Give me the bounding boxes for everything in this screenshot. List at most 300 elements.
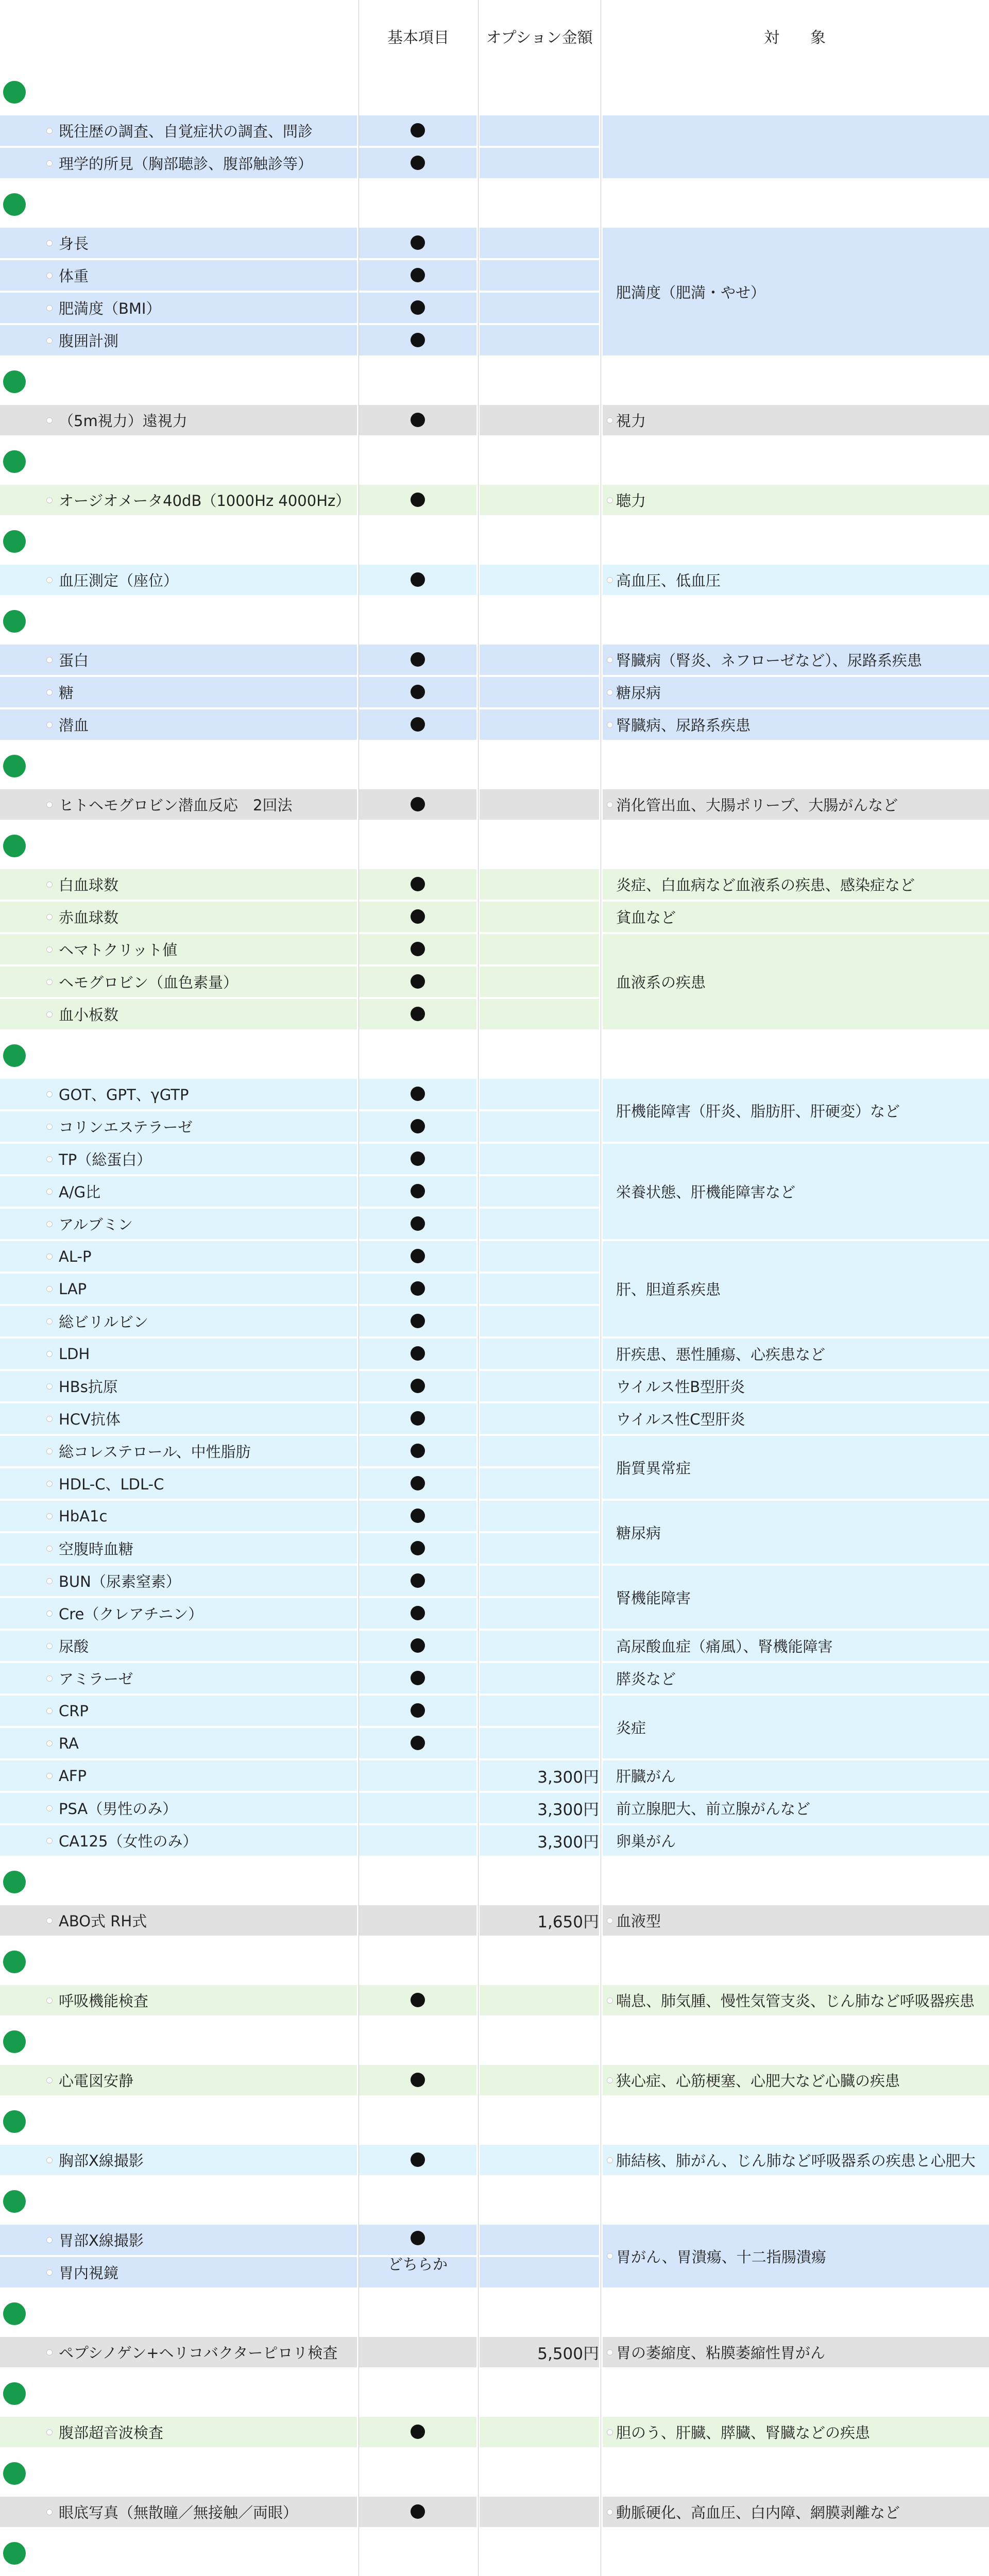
- item-cell: [0, 1760, 357, 1791]
- item-cell: [0, 1241, 357, 1272]
- item-cell: [0, 1403, 357, 1434]
- item-name: CA125（女性のみ）: [59, 1833, 198, 1850]
- item-name: ヘマトクリット値: [59, 941, 178, 959]
- item-name: AFP: [59, 1767, 87, 1785]
- section-header: [0, 524, 989, 558]
- header-basic: 基本項目: [387, 29, 449, 47]
- target-text: 狭心症、心筋梗塞、心肥大など心臓の疾患: [616, 2072, 900, 2090]
- section-number-badge: [3, 610, 26, 633]
- item-cell: [0, 325, 357, 355]
- item-name: 眼底写真（無散瞳／無接触／両眼）: [59, 2504, 298, 2521]
- price-cell: [480, 677, 599, 707]
- target-bullet: [607, 722, 613, 728]
- row-bullet: [46, 1513, 53, 1519]
- row-bullet: [46, 337, 53, 344]
- item-name: Cre（クレアチニン）: [59, 1605, 203, 1623]
- header-option-price: オプション金額: [486, 29, 593, 47]
- target-text: 貧血など: [616, 909, 676, 926]
- basic-cell: [359, 2337, 476, 2367]
- price-cell: [480, 869, 599, 900]
- price-cell: [480, 1403, 599, 1434]
- target-text: 胆のう、肝臓、膵臓、腎臓などの疾患: [616, 2424, 871, 2442]
- price-cell: [480, 1631, 599, 1661]
- item-name: 空腹時血糖: [59, 1540, 134, 1558]
- item-name: HBs抗原: [59, 1378, 118, 1396]
- row-bullet: [46, 1448, 53, 1454]
- item-cell: [0, 1985, 357, 2015]
- price-cell: [480, 934, 599, 964]
- item-cell: [0, 1728, 357, 1758]
- item-name: アミラーゼ: [59, 1670, 133, 1688]
- target-bullet: [607, 2077, 613, 2083]
- basic-item-mark: [411, 1476, 425, 1490]
- row-bullet: [46, 1253, 53, 1260]
- row-bullet: [46, 305, 53, 311]
- section-number-badge: [3, 530, 26, 553]
- basic-item-mark: [411, 1703, 425, 1718]
- section-header: [0, 75, 989, 109]
- item-name: ABO式 RH式: [59, 1912, 147, 1930]
- section-number-badge: [3, 1871, 26, 1893]
- price-cell: [480, 645, 599, 675]
- item-cell: [0, 677, 357, 707]
- target-bullet: [607, 1918, 613, 1924]
- item-name: HbA1c: [59, 1507, 108, 1525]
- section-number-badge: [3, 1951, 26, 1973]
- basic-item-mark: [411, 1638, 425, 1653]
- row-bullet: [46, 1011, 53, 1018]
- item-name: 胃内視鏡: [59, 2264, 119, 2282]
- row-bullet: [46, 128, 53, 134]
- basic-item-mark: [411, 2231, 425, 2245]
- target-text: 視力: [616, 412, 646, 430]
- item-name: 蛋白: [59, 652, 89, 669]
- section-number-badge: [3, 2302, 26, 2325]
- basic-item-mark: [411, 1573, 425, 1588]
- section-header: [0, 2377, 989, 2411]
- target-text: 血液型: [616, 1912, 661, 1930]
- row-bullet: [46, 1416, 53, 1422]
- price-cell: [480, 1371, 599, 1401]
- row-bullet: [46, 914, 53, 920]
- target-text: 高血圧、低血圧: [616, 572, 721, 589]
- price-cell: [480, 1144, 599, 1174]
- price-cell: [480, 1598, 599, 1629]
- target-text: 消化管出血、大腸ポリープ、大腸がんなど: [616, 796, 898, 814]
- row-bullet: [46, 1156, 53, 1162]
- target-text: 血液系の疾患: [616, 974, 706, 991]
- price-cell: [480, 1209, 599, 1239]
- row-bullet: [46, 722, 53, 728]
- target-text: 栄養状態、肝機能障害など: [616, 1183, 796, 1201]
- basic-item-mark: [411, 797, 425, 811]
- row-bullet: [46, 1221, 53, 1227]
- price-cell: [480, 2417, 599, 2447]
- target-text: 肺結核、肺がん、じん肺など呼吸器系の疾患と心肥大: [616, 2152, 976, 2170]
- item-name: 赤血球数: [59, 909, 119, 926]
- price-cell: [480, 1079, 599, 1109]
- item-name: コリンエステラーゼ: [59, 1118, 193, 1136]
- section-number-badge: [3, 755, 26, 777]
- target-text: 炎症: [616, 1719, 646, 1737]
- target-text: 肝臓がん: [616, 1768, 676, 1785]
- row-bullet: [46, 1838, 53, 1844]
- target-text: 炎症、白血病など血液系の疾患、感染症など: [616, 876, 915, 894]
- target-text: 胃の萎縮度、粘膜萎縮性胃がん: [616, 2344, 826, 2362]
- section-header: [0, 2297, 989, 2331]
- price-cell: [480, 325, 599, 355]
- target-text: 糖尿病: [616, 1524, 661, 1542]
- item-cell: [0, 1905, 357, 1936]
- row-bullet: [46, 2349, 53, 2355]
- basic-item-mark: [411, 1119, 425, 1133]
- item-cell: [0, 2145, 357, 2175]
- section-header: [0, 749, 989, 783]
- row-bullet: [46, 1740, 53, 1747]
- item-cell: [0, 2417, 357, 2447]
- target-text: 卵巣がん: [616, 1833, 676, 1850]
- price-cell: [480, 1338, 599, 1369]
- basic-item-mark: [411, 2073, 425, 2087]
- item-cell: [0, 565, 357, 595]
- row-bullet: [46, 1918, 53, 1924]
- item-cell: [0, 1176, 357, 1207]
- price-cell: [480, 789, 599, 820]
- basic-item-mark: [411, 877, 425, 891]
- row-bullet: [46, 497, 53, 503]
- target-text: 胃がん、胃潰瘍、十二指腸潰瘍: [616, 2248, 826, 2266]
- item-name: アルブミン: [59, 1216, 133, 1233]
- price-cell: [480, 1468, 599, 1499]
- section-number-badge: [3, 1044, 26, 1067]
- item-cell: [0, 228, 357, 258]
- item-name: （5m視力）遠視力: [59, 412, 187, 430]
- section-number-badge: [3, 2542, 26, 2565]
- item-name: 血圧測定（座位）: [59, 572, 179, 589]
- basic-item-mark: [411, 1444, 425, 1458]
- price-cell: [480, 1111, 599, 1142]
- row-bullet: [46, 273, 53, 279]
- target-text: 腎臓病（腎炎、ネフローゼなど）、尿路系疾患: [616, 652, 922, 669]
- basic-item-mark: [411, 2504, 425, 2519]
- basic-cell: [359, 1760, 476, 1791]
- target-text: 肝機能障害（肝炎、脂肪肝、肝硬変）など: [616, 1102, 900, 1120]
- target-cell: [603, 485, 989, 515]
- item-name: 胸部X線撮影: [59, 2152, 144, 2170]
- target-bullet: [607, 2349, 613, 2355]
- row-bullet: [46, 1578, 53, 1584]
- price-cell: [480, 1436, 599, 1466]
- target-text: 動脈硬化、高血圧、白内障、網膜剥離など: [616, 2504, 900, 2521]
- row-bullet: [46, 1805, 53, 1811]
- price-cell: [480, 1241, 599, 1272]
- item-cell: [0, 1371, 357, 1401]
- option-price: 1,650円: [537, 1913, 599, 1931]
- item-cell: [0, 1209, 357, 1239]
- target-text: 腎機能障害: [616, 1589, 691, 1607]
- basic-item-mark: [411, 300, 425, 315]
- item-name: GOT、GPT、γGTP: [59, 1086, 189, 1104]
- target-bullet: [607, 2253, 613, 2259]
- item-name: ヘモグロビン（血色素量）: [59, 974, 238, 991]
- price-cell: [480, 2225, 599, 2255]
- item-name: オージオメータ40dB（1000Hz 4000Hz）: [59, 492, 351, 510]
- basic-item-mark: [411, 493, 425, 507]
- target-bullet: [607, 657, 613, 663]
- price-cell: [480, 565, 599, 595]
- item-cell: [0, 293, 357, 323]
- target-text: 喘息、肺気腫、慢性気管支炎、じん肺など呼吸器疾患: [616, 1992, 975, 2010]
- price-cell: [480, 1696, 599, 1726]
- item-name: LAP: [59, 1280, 87, 1298]
- target-text: 肝、胆道系疾患: [616, 1281, 721, 1298]
- item-name: 総ビリルビン: [59, 1313, 149, 1331]
- price-cell: [480, 1533, 599, 1564]
- target-bullet: [607, 802, 613, 808]
- row-bullet: [46, 577, 53, 583]
- item-cell: [0, 1274, 357, 1304]
- section-header: [0, 365, 989, 399]
- basic-item-mark: [411, 1671, 425, 1685]
- price-cell: [480, 1566, 599, 1596]
- basic-item-mark: [411, 1151, 425, 1166]
- option-price: 3,300円: [537, 1833, 599, 1852]
- basic-item-mark: [411, 1541, 425, 1555]
- item-name: ヒトヘモグロビン潜血反応 2回法: [59, 796, 293, 814]
- price-cell: [480, 2497, 599, 2527]
- row-bullet: [46, 802, 53, 808]
- row-bullet: [46, 1643, 53, 1649]
- item-cell: [0, 1468, 357, 1499]
- target-bullet: [607, 497, 613, 503]
- section-header: [0, 1945, 989, 1979]
- item-name: RA: [59, 1734, 79, 1752]
- basic-item-mark: [411, 1249, 425, 1263]
- row-bullet: [46, 1546, 53, 1552]
- row-bullet: [46, 657, 53, 663]
- price-cell: [480, 1728, 599, 1758]
- target-text: 脂質異常症: [616, 1459, 691, 1477]
- row-bullet: [46, 946, 53, 953]
- row-bullet: [46, 2269, 53, 2276]
- price-cell: [480, 228, 599, 258]
- basic-item-mark: [411, 1216, 425, 1231]
- section-number-badge: [3, 835, 26, 857]
- row-bullet: [46, 2509, 53, 2515]
- target-text: 糖尿病: [616, 684, 661, 702]
- target-cell: [603, 1696, 989, 1758]
- row-bullet: [46, 2077, 53, 2083]
- section-header: [0, 2456, 989, 2490]
- row-bullet: [46, 160, 53, 166]
- basic-item-mark: [411, 1606, 425, 1620]
- target-bullet: [607, 577, 613, 583]
- item-name: 身長: [59, 235, 89, 252]
- item-name: HDL-C、LDL-C: [59, 1476, 164, 1493]
- item-name: 白血球数: [59, 876, 119, 894]
- basic-item-mark: [411, 1736, 425, 1750]
- row-bullet: [46, 1773, 53, 1779]
- basic-cell: [359, 1825, 476, 1856]
- basic-item-mark: [411, 2425, 425, 2439]
- item-name: 既往歴の調査、自覚症状の調査、問診: [59, 123, 313, 140]
- item-name: 腹囲計測: [59, 332, 119, 350]
- row-bullet: [46, 1611, 53, 1617]
- section-header: [0, 829, 989, 863]
- basic-item-mark: [411, 717, 425, 732]
- basic-item-mark: [411, 1087, 425, 1101]
- target-cell: [603, 405, 989, 435]
- row-bullet: [46, 1091, 53, 1097]
- price-cell: [480, 1501, 599, 1531]
- item-cell: [0, 2257, 357, 2287]
- item-name: 腹部超音波検査: [59, 2424, 164, 2442]
- item-name: 肥満度（BMI）: [59, 300, 161, 317]
- price-cell: [480, 115, 599, 146]
- section-number-badge: [3, 2190, 26, 2213]
- basic-item-mark: [411, 235, 425, 250]
- section-number-badge: [3, 193, 26, 216]
- basic-item-mark: [411, 1346, 425, 1361]
- target-bullet: [607, 2429, 613, 2435]
- section-number-badge: [3, 450, 26, 473]
- target-text: ウイルス性C型肝炎: [616, 1411, 745, 1428]
- basic-item-mark: [411, 156, 425, 170]
- item-cell: [0, 1306, 357, 1336]
- price-cell: [480, 405, 599, 435]
- option-price: 5,500円: [537, 2345, 599, 2363]
- basic-item-mark: [411, 1379, 425, 1393]
- target-cell: [603, 115, 989, 178]
- price-cell: [480, 485, 599, 515]
- item-name: A/G比: [59, 1183, 101, 1201]
- basic-item-mark: [411, 1314, 425, 1328]
- item-name: 糖: [59, 684, 74, 702]
- item-name: TP（総蛋白）: [59, 1151, 152, 1168]
- section-number-badge: [3, 2110, 26, 2133]
- item-name: 理学的所見（胸部聴診、腹部触診等）: [59, 155, 313, 173]
- item-name: 体重: [59, 267, 89, 285]
- item-cell: [0, 902, 357, 932]
- target-text: 肝疾患、悪性腫瘍、心疾患など: [616, 1346, 826, 1363]
- row-bullet: [46, 1675, 53, 1682]
- target-text: 腎臓病、尿路系疾患: [616, 717, 751, 734]
- item-name: 尿酸: [59, 1638, 89, 1655]
- item-cell: [0, 709, 357, 740]
- section-header: [0, 2184, 989, 2218]
- row-bullet: [46, 1189, 53, 1195]
- row-bullet: [46, 1318, 53, 1325]
- price-cell: [480, 1176, 599, 1207]
- price-cell: [480, 1274, 599, 1304]
- row-bullet: [46, 1124, 53, 1130]
- row-bullet: [46, 2237, 53, 2243]
- basic-item-mark: [411, 123, 425, 138]
- row-bullet: [46, 1286, 53, 1292]
- target-text: 聴力: [616, 492, 646, 510]
- section-number-badge: [3, 2030, 26, 2053]
- price-cell: [480, 2145, 599, 2175]
- option-price: 3,300円: [537, 1768, 599, 1787]
- header-target: 対 象: [764, 29, 826, 47]
- item-name: 潜血: [59, 717, 89, 734]
- row-bullet: [46, 979, 53, 985]
- item-cell: [0, 869, 357, 900]
- item-cell: [0, 1144, 357, 1174]
- target-text: 肥満度（肥満・やせ）: [616, 283, 766, 301]
- row-bullet: [46, 1383, 53, 1389]
- basic-item-mark: [411, 1184, 425, 1198]
- price-cell: [480, 293, 599, 323]
- row-bullet: [46, 1351, 53, 1357]
- basic-item-mark: [411, 2153, 425, 2167]
- row-bullet: [46, 689, 53, 696]
- basic-cell: [359, 1793, 476, 1823]
- row-bullet: [46, 1708, 53, 1714]
- section-number-badge: [3, 370, 26, 393]
- target-text: 前立腺肥大、前立腺がんなど: [616, 1800, 811, 1818]
- row-bullet: [46, 882, 53, 888]
- item-name: AL-P: [59, 1247, 92, 1265]
- row-bullet: [46, 417, 53, 423]
- basic-item-mark: [411, 909, 425, 924]
- basic-item-mark: [411, 268, 425, 282]
- section-header: [0, 1865, 989, 1899]
- item-name: HCV抗体: [59, 1411, 121, 1428]
- item-name: CRP: [59, 1702, 89, 1720]
- item-name: 呼吸機能検査: [59, 1992, 149, 2010]
- row-bullet: [46, 1997, 53, 2004]
- item-name: LDH: [59, 1345, 90, 1363]
- price-cell: [480, 999, 599, 1029]
- target-bullet: [607, 2157, 613, 2163]
- basic-cell: [359, 1905, 476, 1936]
- item-name: 血小板数: [59, 1006, 119, 1024]
- item-cell: [0, 1338, 357, 1369]
- item-name: 総コレステロール、中性脂肪: [59, 1443, 251, 1461]
- item-cell: [0, 1663, 357, 1693]
- price-cell: [480, 1306, 599, 1336]
- item-name: 心電図安静: [59, 2072, 134, 2090]
- item-cell: [0, 1501, 357, 1531]
- item-cell: [0, 2225, 357, 2255]
- basic-item-mark: [411, 974, 425, 989]
- section-header: [0, 2105, 989, 2139]
- row-bullet: [46, 2157, 53, 2163]
- row-bullet: [46, 2429, 53, 2435]
- section-header: [0, 1039, 989, 1073]
- item-cell: [0, 645, 357, 675]
- target-bullet: [607, 417, 613, 423]
- target-text: 高尿酸血症（痛風）、腎機能障害: [616, 1638, 833, 1655]
- item-cell: [0, 1533, 357, 1564]
- price-cell: [480, 2065, 599, 2095]
- basic-item-mark: [411, 413, 425, 427]
- section-number-badge: [3, 2462, 26, 2485]
- row-bullet: [46, 1481, 53, 1487]
- basic-item-mark: [411, 1281, 425, 1296]
- basic-item-mark: [411, 1993, 425, 2007]
- row-bullet: [46, 240, 53, 246]
- target-text: 膵炎など: [616, 1670, 676, 1688]
- item-cell: [0, 999, 357, 1029]
- basic-item-mark: [411, 1007, 425, 1021]
- price-cell: [480, 967, 599, 997]
- basic-item-mark: [411, 942, 425, 956]
- item-cell: [0, 260, 357, 291]
- price-cell: [480, 1663, 599, 1693]
- section-header: [0, 604, 989, 638]
